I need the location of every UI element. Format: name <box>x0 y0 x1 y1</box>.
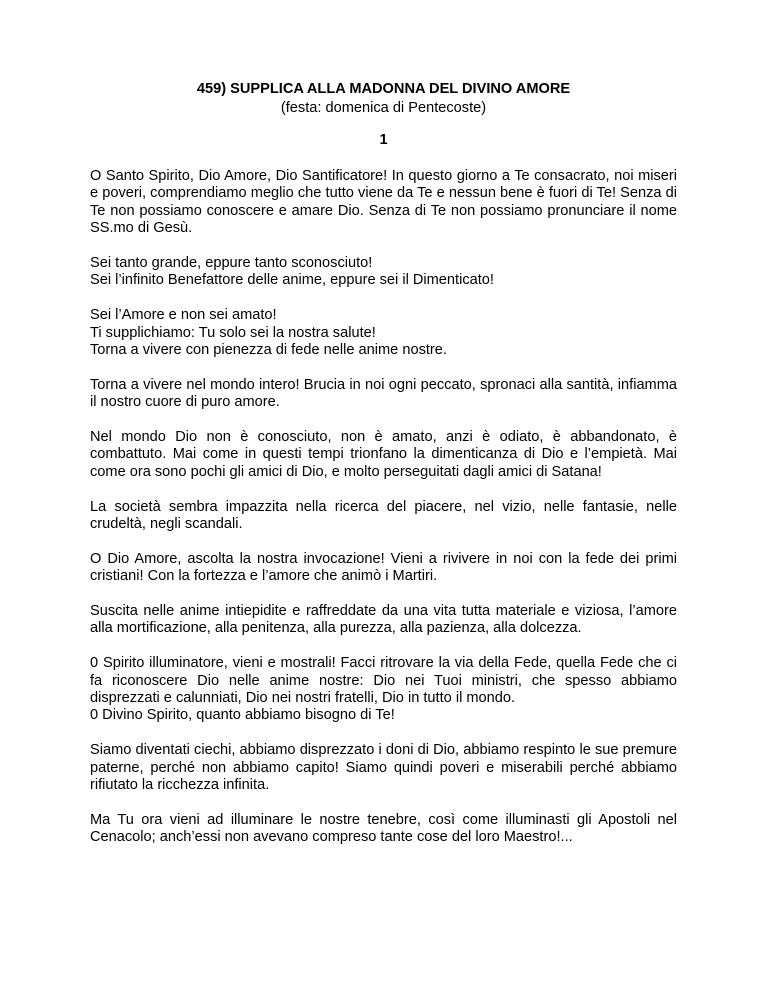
paragraph <box>90 429 677 481</box>
paragraph <box>90 812 677 847</box>
paragraph-line: O Santo Spirito, Dio Amore, Dio Santificatore! In questo giorno a Te consacrato, noi miseri e poveri, comprendiamo meglio che tutto viene da Te e nessun bene è fuori di Te! Senza di Te non possiamo conoscere e amare Dio. Senza di Te non possiamo pronunciare il nome SS.mo di Gesù. <box>90 168 677 237</box>
paragraph <box>90 255 677 290</box>
paragraph <box>90 742 677 794</box>
paragraph <box>90 377 677 412</box>
paragraph-line: Nel mondo Dio non è conosciuto, non è amato, anzi è odiato, è abbandonato, è combattuto. Mai come in questi tempi trionfano la dimenticanza di Dio e l’empietà. Mai come ora sono pochi gli amici di Dio, e molto perseguitati dagli amici di Satana! <box>90 429 677 480</box>
paragraph-line: Sei l’infinito Benefattore delle anime, eppure sei il Dimenticato! <box>90 272 494 289</box>
paragraph-line: Sei l’Amore e non sei amato! <box>90 307 277 324</box>
paragraph <box>90 603 677 638</box>
paragraph-line: Siamo diventati ciechi, abbiamo disprezzato i doni di Dio, abbiamo respinto le sue premure paterne, perché non abbiamo capito! Siamo quindi poveri e miserabili perché abbiamo rifiutato la ricchezza infinita. <box>90 742 677 794</box>
paragraph <box>90 168 677 238</box>
paragraph-line: La società sembra impazzita nella ricerca del piacere, nel vizio, nelle fantasie, nelle crudeltà, negli scandali. <box>90 498 677 533</box>
document-page <box>90 80 677 864</box>
document-title: 459) SUPPLICA ALLA MADONNA DEL DIVINO AMORE <box>196 81 571 97</box>
paragraph-line: Torna a vivere nel mondo intero! Brucia in noi ogni peccato, spronaci alla santità, infiamma il nostro cuore di puro amore. <box>90 376 677 411</box>
paragraph-line: 0 Spirito illuminatore, vieni e mostrali! Facci ritrovare la via della Fede, quella Fede che ci fa riconoscere Dio nelle anime nostre: Dio nei Tuoi ministri, che spesso abbiamo disprezzati e calunniati, Dio nei nostri fratelli, Dio in tutto il mondo. <box>90 655 677 707</box>
paragraph <box>90 307 677 359</box>
paragraph-line: Torna a vivere con pienezza di fede nelle anime nostre. <box>90 342 447 359</box>
document-body <box>90 168 677 847</box>
paragraph-line: Ti supplichiamo: Tu solo sei la nostra salute! <box>90 324 376 341</box>
paragraph-line: 0 Divino Spirito, quanto abbiamo bisogno di Te! <box>90 707 395 724</box>
paragraph <box>90 655 677 725</box>
document-subtitle: (festa: domenica di Pentecoste) <box>280 100 487 116</box>
paragraph <box>90 551 677 586</box>
paragraph <box>90 499 677 534</box>
paragraph-line: Ma Tu ora vieni ad illuminare le nostre tenebre, così come illuminasti gli Apostoli nel Cenacolo; anch’essi non avevano compreso tante cose del loro Maestro!... <box>90 811 677 846</box>
section-number: 1 <box>379 132 388 148</box>
paragraph-line: O Dio Amore, ascolta la nostra invocazione! Vieni a rivivere in noi con la fede dei primi cristiani! Con la fortezza e l’amore che animò i Martiri. <box>90 550 677 585</box>
paragraph-line: Sei tanto grande, eppure tanto sconosciuto! <box>90 255 373 272</box>
paragraph-line: Suscita nelle anime intiepidite e raffreddate da una vita tutta materiale e viziosa, l’amore alla mortificazione, alla penitenza, alla purezza, alla pazienza, alla dolcezza. <box>90 603 677 637</box>
